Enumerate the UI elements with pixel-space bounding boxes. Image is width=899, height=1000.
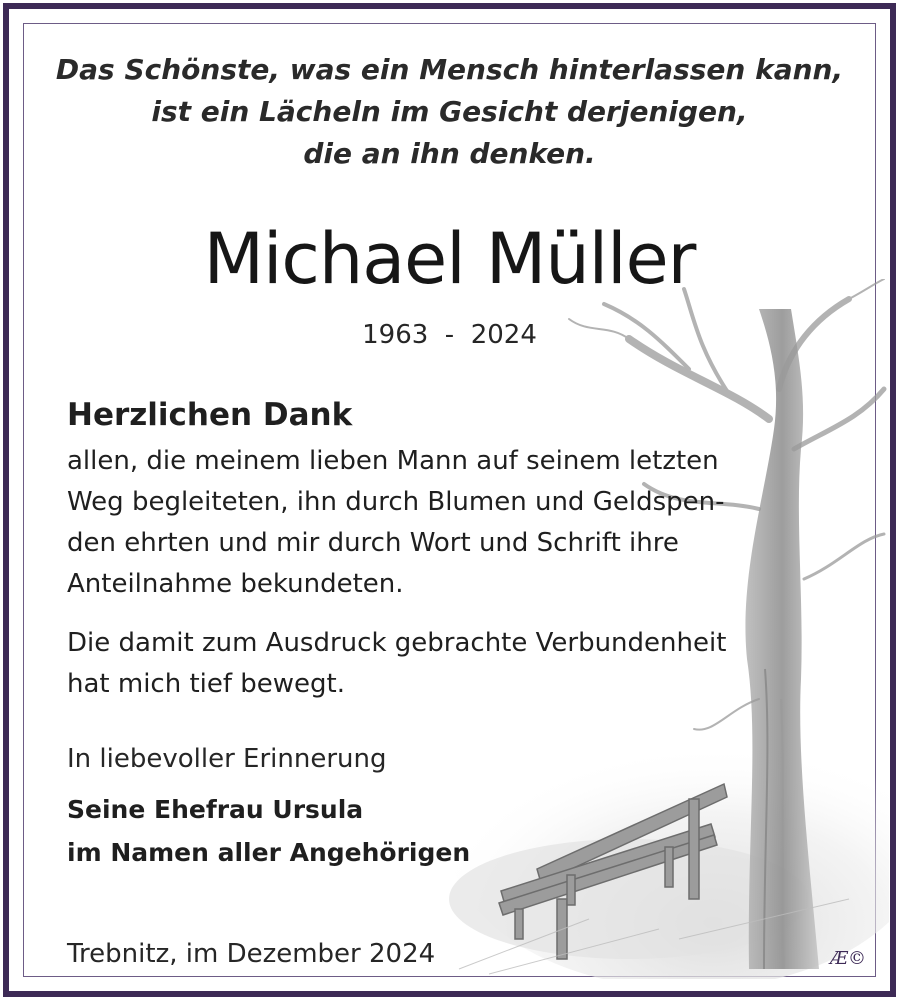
- paragraph-line: Die damit zum Ausdruck gebrachte Verbundenheit: [67, 628, 727, 658]
- paragraph-line: Anteilnahme bekundeten.: [67, 569, 404, 599]
- memorial-quote: [49, 49, 850, 175]
- signature-line: Seine Ehefrau Ursula: [67, 795, 364, 824]
- imprint-mark: Æ©: [829, 948, 866, 969]
- deceased-name: Michael Müller: [203, 218, 696, 300]
- quote-line: die an ihn denken.: [303, 137, 596, 170]
- memory-line: In liebevoller Erinnerung: [67, 744, 387, 774]
- thanks-heading: Herzlichen Dank: [67, 397, 353, 433]
- paragraph-line: hat mich tief bewegt.: [67, 669, 346, 699]
- paragraph-line: Weg begleiteten, ihn durch Blumen und Geldspen-: [67, 487, 725, 517]
- paragraph-line: den ehrten und mir durch Wort und Schrift ihre: [67, 528, 679, 558]
- signature-line: im Namen aller Angehörigen: [67, 838, 471, 867]
- obituary-frame: [3, 3, 896, 997]
- gratitude-paragraph: [67, 623, 726, 705]
- thanks-paragraph: [67, 441, 724, 605]
- quote-line: Das Schönste, was ein Mensch hinterlassen kann,: [55, 53, 844, 86]
- paragraph-line: allen, die meinem lieben Mann auf seinem letzten: [67, 446, 719, 476]
- obituary-content: [9, 9, 890, 991]
- signature: [67, 788, 470, 874]
- place-date: Trebnitz, im Dezember 2024: [67, 939, 436, 969]
- life-years: 1963 - 2024: [362, 320, 537, 350]
- quote-line: ist ein Lächeln im Gesicht derjenigen,: [151, 95, 748, 128]
